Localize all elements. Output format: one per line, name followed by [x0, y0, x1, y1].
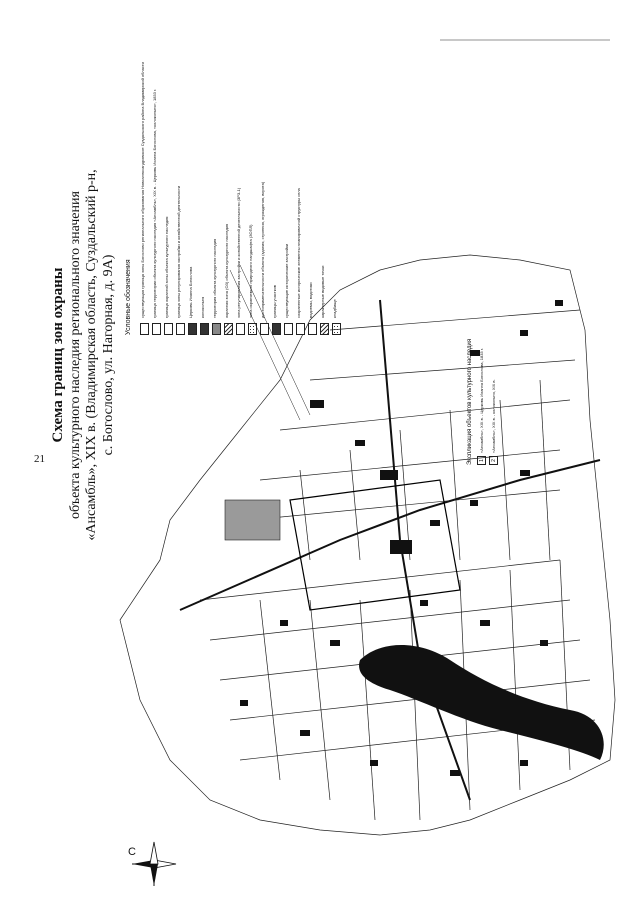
exposition-item: [489, 285, 498, 465]
legend-item-label: характерные видовые точки: [320, 265, 325, 318]
legend-item-label: достопримечательности объекта (здания, строения, ограждения, ворота): [260, 181, 265, 318]
legend-swatch-icon: [248, 323, 257, 335]
legend-item-label: существующая граница зоны Богослово регионального образования Новоалександровское Суздальского района Владимирской области: [140, 62, 145, 318]
title-line-4: с. Богослово, ул. Нагорная, д. 9А): [100, 254, 116, 456]
legend-item: [164, 0, 174, 335]
exposition: [467, 285, 501, 465]
legend-item-label: граница зоны регулирования застройки и хозяйственной деятельности: [176, 185, 181, 318]
legend-item-label: охранная зона (ОЗ) объекта культурного наследия: [224, 223, 229, 318]
page-number: 21: [34, 453, 45, 465]
map-title: [50, 95, 117, 615]
legend-item-label: территория объекта культурного наследия: [212, 238, 217, 318]
legend-rows: [140, 0, 342, 335]
legend-item: [332, 0, 342, 335]
legend-item-label: границы участков: [272, 285, 277, 318]
legend-swatch-icon: [236, 323, 245, 335]
legend-item-label: Церковь Иоанна Богослова: [188, 266, 193, 318]
legend-item: [188, 0, 198, 335]
title-line-2: объекта культурного наследия регионального значения: [67, 191, 83, 519]
legend-swatch-icon: [212, 323, 221, 335]
legend-swatch-icon: [332, 323, 341, 335]
legend-swatch-icon: [176, 323, 185, 335]
title-line-3: «Ансамбль», XIX в. (Владимирская область, Суздальский р-н,: [84, 169, 100, 541]
exposition-number: 2: [489, 456, 498, 465]
legend-item: [200, 0, 210, 335]
legend-swatch-icon: [140, 323, 149, 335]
legend-item-label: водоемы, водотоки: [308, 282, 313, 318]
legend-item: [296, 0, 306, 335]
legend-title: Условные обозначения: [125, 259, 132, 335]
exposition-label: «Ансамбль», XIX в. - Церковь Иоанна Богослова, 1833 г.: [479, 348, 484, 453]
legend-item-label: зона регулирования застройки и хозяйственной деятельности (ЗРЗ-1): [236, 187, 241, 318]
legend: [125, 0, 344, 335]
legend-item: [260, 0, 270, 335]
legend-item-label: колокольня: [200, 296, 205, 318]
legend-item: [248, 0, 258, 335]
exposition-label: «Ансамбль», XIX в. - колокольня, XIX в.: [491, 379, 496, 453]
legend-item: [152, 0, 162, 335]
title-line-1: Схема границ зон охраны: [50, 267, 66, 443]
legend-swatch-icon: [224, 323, 233, 335]
legend-swatch-icon: [272, 323, 281, 335]
legend-swatch-icon: [188, 323, 197, 335]
legend-item: [272, 0, 282, 335]
legend-item-label: граница охранной зоны объекта культурного наследия: [164, 216, 169, 318]
legend-item-label: сохраненные исторические элементы планировочной структуры села: [296, 188, 301, 318]
legend-item: [284, 0, 294, 335]
exposition-rows: [477, 285, 498, 465]
legend-swatch-icon: [152, 323, 161, 335]
legend-item-label: существующие исторические застройки: [284, 243, 289, 318]
legend-item-label: кладбище: [332, 299, 337, 318]
legend-item: [212, 0, 222, 335]
legend-swatch-icon: [296, 323, 305, 335]
legend-swatch-icon: [308, 323, 317, 335]
legend-item: [236, 0, 246, 335]
legend-swatch-icon: [284, 323, 293, 335]
legend-swatch-icon: [260, 323, 269, 335]
exposition-title: Экспликация объектов культурного наследия: [467, 338, 473, 465]
legend-item: [224, 0, 234, 335]
legend-swatch-icon: [320, 323, 329, 335]
legend-swatch-icon: [200, 323, 209, 335]
compass-letter: С: [128, 846, 136, 858]
legend-swatch-icon: [164, 323, 173, 335]
legend-item: [320, 0, 330, 335]
legend-item: [176, 0, 186, 335]
legend-item-label: зона охраняемого природного ландшафта (ЗОПЛ): [248, 224, 253, 318]
exposition-number: 1: [477, 456, 486, 465]
legend-item: [308, 0, 318, 335]
legend-item: [140, 0, 150, 335]
exposition-item: [477, 285, 486, 465]
legend-item-label: граница территории объекта культурного наследия «Ансамбль», XIX в. - Церковь Иоанна Богослова, «колокольня», 1833 г.: [152, 88, 157, 318]
